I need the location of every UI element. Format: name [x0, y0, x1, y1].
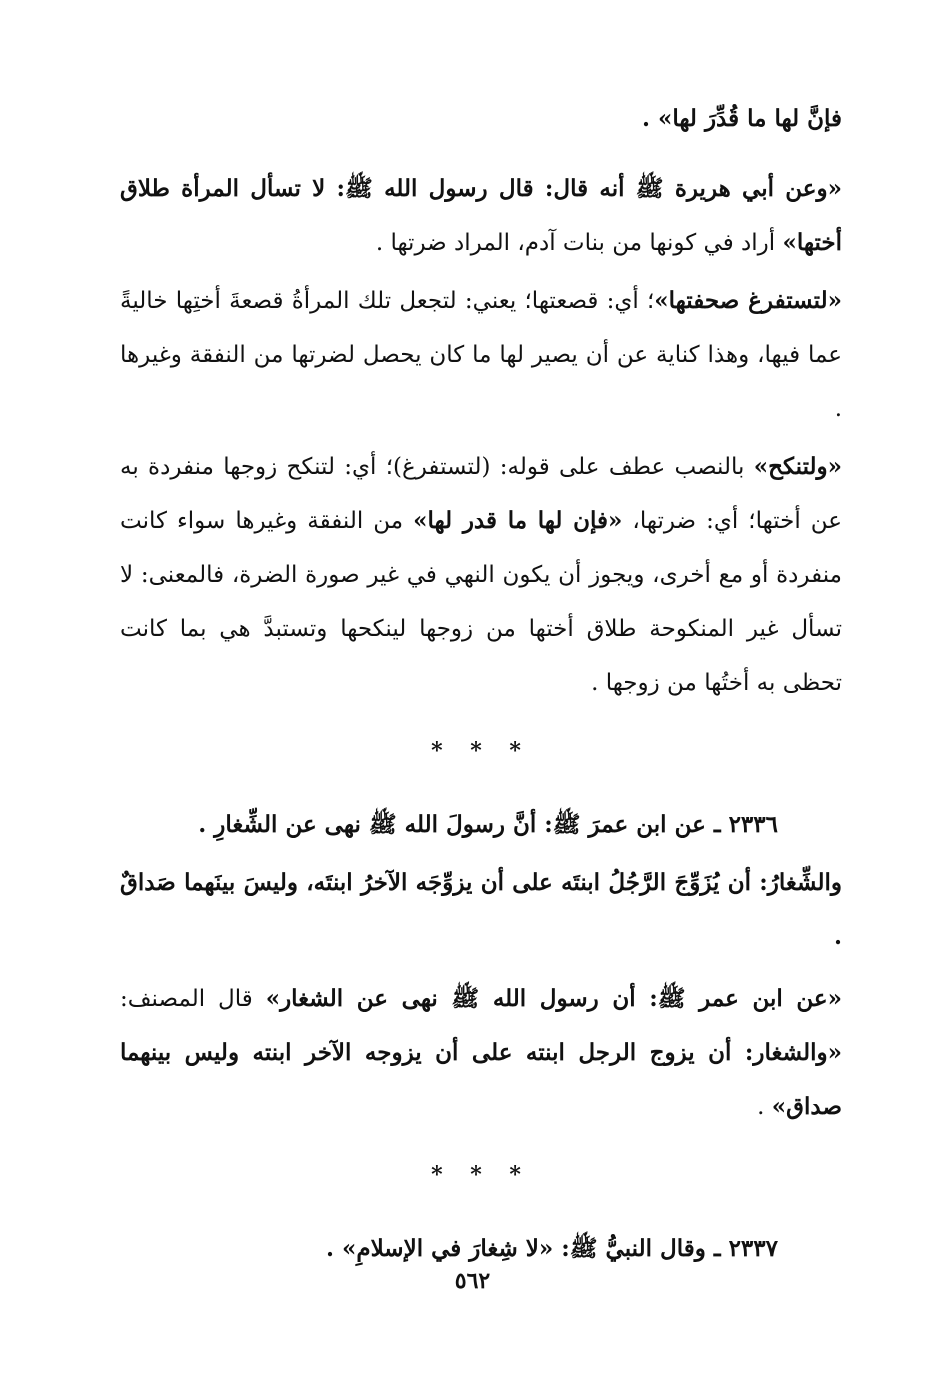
commentary-text: من النفقة وغيرها سواء كانت منفردة أو مع أخرى، ويجوز أن يكون النهي في غير صورة الضرة، فالمعنى: لا تسأل غير المنكوحة طلاق أختها من زوجها لينكحها وتستبدَّ هي بما كانت تحظى به أختُها من زوجها .	[120, 508, 843, 696]
commentary-text: أراد في كونها من بنات آدم، المراد ضرتها .	[375, 230, 783, 256]
commentary-paragraph-3	[120, 440, 842, 710]
hadith-2336: ٢٣٣٦ ـ عن ابن عمرَ ﷺ: أنَّ رسولَ الله ﷺ نهى عن الشِّغارِ .	[198, 811, 778, 838]
quoted-definition: «والشغار: أن يزوج الرجل ابنته على أن يزوجه الآخر ابنته وليس بينهما صداق»	[120, 1039, 842, 1120]
text-line-1: فإنَّ لها ما قُدِّرَ لها» .	[641, 105, 842, 132]
page-body	[120, 92, 842, 1280]
quoted-hadith: «وعن أبي هريرة ﷺ أنه قال: قال رسول الله ﷺ: لا تسأل المرأة طلاق أختها»	[120, 175, 842, 256]
section-separator: * * *	[431, 1162, 531, 1188]
commentary-text: بالنصب عطف على قوله: (لتستفرغ)؛ أي: لتنكح زوجها منفردة به عن أختها؛ أي: ضرتها،	[120, 454, 842, 534]
commentary-text: .	[757, 1094, 772, 1120]
commentary-text: ؛ أي: قصعتها؛ يعني: لتجعل تلك المرأةُ قصعةَ أختِها خاليةً عما فيها، وهذا كناية عن أن يصير لها ما كان يحصل لضرتها من النفقة وغيرها .	[120, 288, 842, 422]
quoted-phrase: «ولتنكح»	[753, 453, 843, 480]
hadith-2337: ٢٣٣٧ ـ وقال النبيُّ ﷺ: «لا شِغارَ في الإسلامِ» .	[325, 1235, 778, 1262]
commentary-paragraph-2	[120, 274, 842, 436]
page-number: ٥٦٢	[454, 1268, 491, 1294]
quoted-hadith: «عن ابن عمر ﷺ: أن رسول الله ﷺ نهى عن الشغار»	[265, 985, 842, 1012]
section-separator: * * *	[431, 738, 531, 764]
commentary-paragraph-4	[120, 972, 842, 1134]
quoted-phrase: «فإن لها ما قدر لها»	[413, 507, 623, 534]
quoted-phrase: «لتستفرغ صحفتها»	[654, 287, 842, 314]
commentary-paragraph-1	[120, 162, 842, 270]
hadith-2336-definition: والشِّغارُ: أن يُزَوِّجَ الرَّجُلُ ابنتَه على أن يزوِّجَه الآخرُ ابنتَه، وليسَ بينَهما صَداقٌ .	[120, 869, 842, 950]
commentary-text: قال المصنف:	[120, 986, 266, 1012]
